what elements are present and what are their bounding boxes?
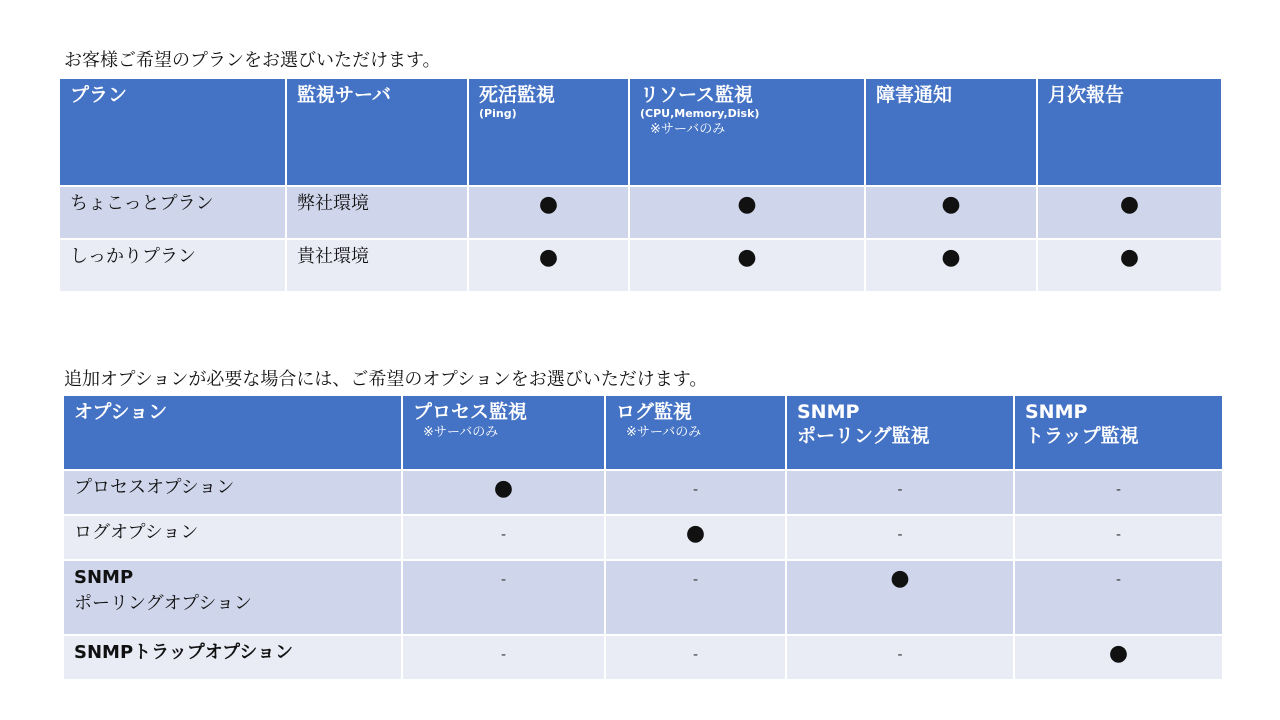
report-cell: ●: [1037, 239, 1222, 292]
log-cell: ●: [605, 515, 786, 560]
header-plan: プラン: [59, 78, 286, 186]
options-table: [62, 394, 1224, 681]
alert-cell: ●: [865, 186, 1037, 239]
table-row: [63, 560, 1223, 635]
header-option: オプション: [63, 395, 402, 470]
process-cell: ●: [402, 470, 605, 515]
alert-cell: ●: [865, 239, 1037, 292]
resource-cell: ●: [629, 186, 865, 239]
options-header-row: [63, 395, 1223, 470]
process-cell: -: [402, 635, 605, 680]
header-snmp-trap: SNMP トラップ監視: [1014, 395, 1223, 470]
log-cell: -: [605, 470, 786, 515]
resource-cell: ●: [629, 239, 865, 292]
polling-cell: -: [786, 515, 1014, 560]
plans-table: [58, 77, 1223, 293]
option-name-cell: プロセスオプション: [63, 470, 402, 515]
option-name-cell: SNMP ポーリングオプション: [63, 560, 402, 635]
polling-cell: -: [786, 635, 1014, 680]
header-alive-monitoring: 死活監視 (Ping): [468, 78, 629, 186]
header-resource-monitoring: リソース監視 (CPU,Memory,Disk) ※サーバのみ: [629, 78, 865, 186]
plans-caption: お客様ご希望のプランをお選びいただけます。: [64, 50, 441, 71]
table-row: [63, 635, 1223, 680]
table-row: [59, 239, 1222, 292]
ping-cell: ●: [468, 239, 629, 292]
plan-name-cell: ちょこっとプラン: [59, 186, 286, 239]
server-cell: 弊社環境: [286, 186, 468, 239]
log-cell: -: [605, 635, 786, 680]
options-caption: 追加オプションが必要な場合には、ご希望のオプションをお選びいただけます。: [64, 369, 708, 390]
ping-cell: ●: [468, 186, 629, 239]
option-name-cell: SNMPトラップオプション: [63, 635, 402, 680]
process-cell: -: [402, 560, 605, 635]
process-cell: -: [402, 515, 605, 560]
plans-header-row: [59, 78, 1222, 186]
polling-cell: -: [786, 470, 1014, 515]
header-failure-notification: 障害通知: [865, 78, 1037, 186]
trap-cell: -: [1014, 560, 1223, 635]
plan-name-cell: しっかりプラン: [59, 239, 286, 292]
header-monitor-server: 監視サーバ: [286, 78, 468, 186]
polling-cell: ●: [786, 560, 1014, 635]
option-name-cell: ログオプション: [63, 515, 402, 560]
report-cell: ●: [1037, 186, 1222, 239]
table-row: [63, 515, 1223, 560]
table-row: [59, 186, 1222, 239]
header-snmp-polling: SNMP ポーリング監視: [786, 395, 1014, 470]
header-monthly-report: 月次報告: [1037, 78, 1222, 186]
table-row: [63, 470, 1223, 515]
trap-cell: -: [1014, 515, 1223, 560]
header-process-monitoring: プロセス監視 ※サーバのみ: [402, 395, 605, 470]
trap-cell: -: [1014, 470, 1223, 515]
trap-cell: ●: [1014, 635, 1223, 680]
header-log-monitoring: ログ監視 ※サーバのみ: [605, 395, 786, 470]
log-cell: -: [605, 560, 786, 635]
server-cell: 貴社環境: [286, 239, 468, 292]
